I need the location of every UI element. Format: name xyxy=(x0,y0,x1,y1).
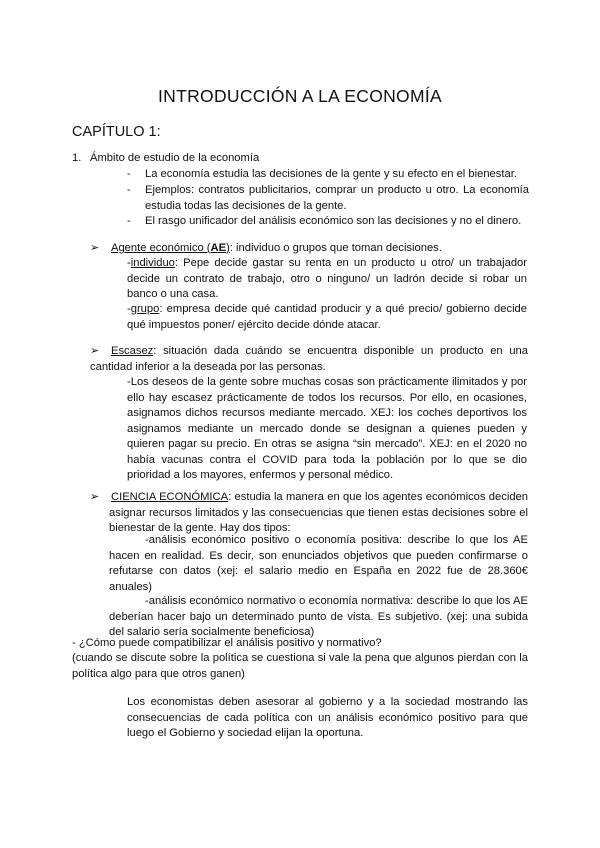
list-bullet: - xyxy=(127,184,131,196)
conclusion-paragraph: Los economistas deben asesorar al gobierno y a la sociedad mostrando las consecuencias de cada política con un análisis económico positivo para que luego el Gobierno y sociedad elijan la oportuna. xyxy=(127,696,528,739)
individuo-paragraph: -individuo: Pepe decide gastar su renta en un producto u otro/ un trabajador decide un contrato de trabajo, otro o ninguno/ un ladrón decide si robar un banco o una casa. xyxy=(127,257,527,300)
list-item: El rasgo unificador del análisis económico son las decisiones y no el dinero. xyxy=(145,215,522,227)
list-bullet: - xyxy=(127,215,131,227)
question-line: - ¿Cómo puede compatibilizar el análisis positivo y normativo? xyxy=(72,637,382,649)
chapter-heading: CAPÍTULO 1: xyxy=(72,124,161,140)
section-number: 1. xyxy=(72,152,82,164)
analisis-normativo: -análisis económico normativo o economía normativa: describe lo que los AE deberían hacer bajo un determinado punto de vista. Es subjetivo. (xej: una subida del salario sería socialmente beneficiosa) xyxy=(109,595,528,638)
escasez-definition: Escasez: situación dada cuándo se encuentra disponible un producto en una cantidad inferior a la deseada por las personas. xyxy=(90,345,528,373)
grupo-paragraph: -grupo: empresa decide qué cantidad producir y a qué precio/ gobierno decide qué impuestos poner/ ejército decide dónde atacar. xyxy=(127,303,527,331)
list-bullet: - xyxy=(127,168,131,180)
answer-paragraph: (cuando se discute sobre la política se cuestiona si vale la pena que algunos pierdan con la política algo para que otros ganen) xyxy=(72,652,528,680)
list-item: Ejemplos: contratos publicitarios, comprar un producto u otro. La economía estudia todas las decisiones de la gente. xyxy=(145,184,529,212)
agente-term: Agente económico (AE) xyxy=(111,242,230,254)
arrow-bullet-icon: ➢ xyxy=(90,242,100,254)
agente-definition: Agente económico (AE): individuo o grupos que toman decisiones. xyxy=(111,242,442,254)
section-heading: Ámbito de estudio de la economía xyxy=(90,152,260,164)
escasez-explanation: -Los deseos de la gente sobre muchas cosas son prácticamente ilimitados y por ello hay escasez prácticamente de todos los recursos. Por ello, en ocasiones, asignamos dichos recursos mediante mercado. XEJ: los coches deportivos los asignamos mediante un mercado donde se designan a quienes pueden y quieren pagar su precio. En otras se asigna “sin mercado”. XEJ: en el 2020 no había vacunas contra el COVID para toda la población por lo que se dio prioridad a los mayores, enfermos y personal médico. xyxy=(127,376,527,481)
document-title: INTRODUCCIÓN A LA ECONOMÍA xyxy=(158,86,442,106)
list-item: La economía estudia las decisiones de la gente y su efecto en el bienestar. xyxy=(145,168,517,180)
arrow-bullet-icon: ➢ xyxy=(90,491,100,503)
ciencia-definition: CIENCIA ECONÓMICA: estudia la manera en que los agentes económicos deciden asignar recursos limitados y las consecuencias que tienen estas decisiones sobre el bienestar de la gente. Hay dos tipos: xyxy=(109,491,528,534)
analisis-positivo: -análisis económico positivo o economía positiva: describe lo que los AE hacen en realidad. Es decir, son enunciados objetivos que pueden confirmarse o refutarse con datos (xej: el salario medio en España en 2022 fue de 28.360€ anuales) xyxy=(109,534,528,593)
arrow-bullet-icon: ➢ xyxy=(90,345,100,357)
